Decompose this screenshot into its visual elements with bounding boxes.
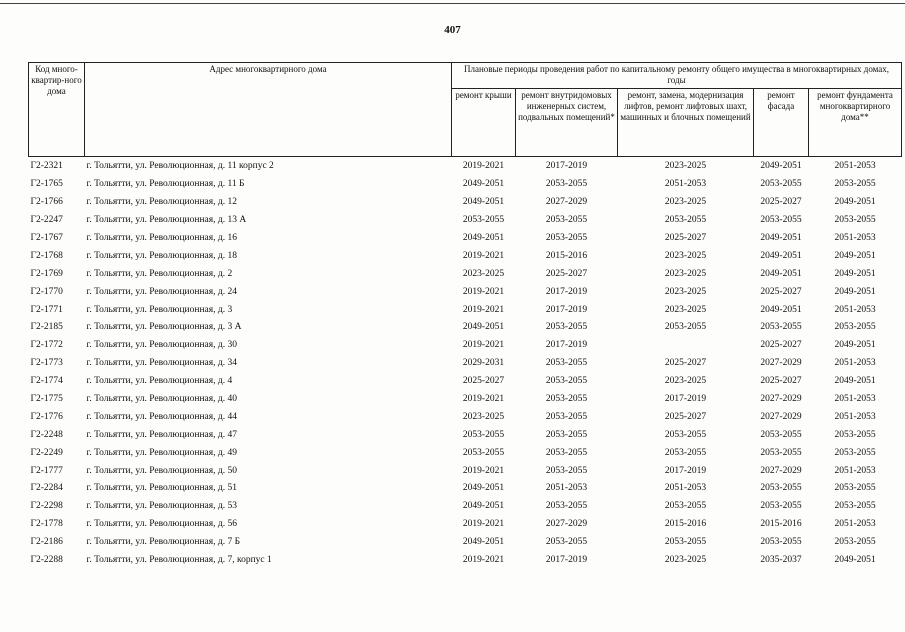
cell-address: г. Тольятти, ул. Революционная, д. 7 Б — [86, 537, 241, 548]
cell-roof: 2049-2051 — [462, 197, 505, 208]
repair-schedule-table — [28, 62, 902, 569]
cell-foundation: 2049-2051 — [834, 250, 876, 261]
cell-lifts — [618, 337, 754, 355]
header-roof: ремонт крыши — [452, 89, 516, 157]
cell-lifts: 2025-2027 — [664, 411, 707, 422]
table-row — [29, 408, 902, 426]
table-row — [29, 355, 902, 373]
cell-foundation: 2049-2051 — [834, 555, 876, 566]
cell-systems: 2053-2055 — [545, 447, 588, 458]
cell-lifts: 2023-2025 — [664, 555, 707, 566]
cell-facade: 2053-2055 — [760, 483, 802, 494]
cell-systems: 2017-2019 — [545, 286, 588, 297]
cell-roof: 2049-2051 — [462, 501, 505, 512]
cell-lifts: 2051-2053 — [664, 483, 707, 494]
cell-foundation: 2053-2055 — [834, 179, 876, 190]
cell-roof: 2019-2021 — [462, 286, 505, 297]
table-row — [29, 319, 902, 337]
cell-foundation: 2051-2053 — [834, 465, 876, 476]
cell-address: г. Тольятти, ул. Революционная, д. 50 — [86, 465, 237, 476]
cell-foundation: 2053-2055 — [834, 322, 876, 333]
cell-address: г. Тольятти, ул. Революционная, д. 34 — [86, 358, 237, 369]
cell-roof: 2049-2051 — [462, 483, 505, 494]
cell-systems: 2053-2055 — [545, 179, 588, 190]
cell-systems: 2053-2055 — [545, 233, 588, 243]
cell-roof: 2049-2051 — [462, 322, 505, 333]
cell-facade: 2049-2051 — [760, 304, 802, 315]
cell-code: Г2-2288 — [30, 555, 63, 566]
cell-roof: 2029-2031 — [462, 358, 505, 369]
cell-lifts: 2023-2025 — [664, 250, 707, 261]
cell-roof: 2049-2051 — [462, 179, 505, 190]
cell-roof: 2049-2051 — [462, 537, 505, 548]
cell-code: Г2-1773 — [30, 358, 63, 369]
cell-foundation: 2049-2051 — [834, 197, 876, 208]
header-foundation: ремонт фундамента многоквартирного дома** — [809, 89, 902, 157]
cell-foundation: 2053-2055 — [834, 501, 876, 512]
cell-facade: 2025-2027 — [760, 376, 802, 387]
cell-systems: 2025-2027 — [545, 268, 588, 279]
cell-lifts: 2053-2055 — [664, 429, 707, 440]
header-lifts: ремонт, замена, модернизация лифтов, ремонт лифтовых шахт, машинных и блочных помещений — [618, 89, 754, 157]
cell-systems: 2027-2029 — [545, 519, 588, 530]
header-address: Адрес многоквартирного дома — [85, 63, 452, 157]
table-row — [29, 194, 902, 212]
cell-facade: 2053-2055 — [760, 215, 802, 226]
cell-roof: 2019-2021 — [462, 304, 505, 315]
cell-code: Г2-2249 — [30, 447, 63, 458]
cell-roof: 2019-2021 — [462, 250, 505, 261]
cell-code: Г2-1767 — [30, 233, 63, 243]
cell-roof: 2019-2021 — [462, 340, 505, 351]
cell-systems: 2017-2019 — [545, 161, 588, 172]
cell-code: Г2-2284 — [30, 483, 63, 494]
cell-address: г. Тольятти, ул. Революционная, д. 16 — [86, 233, 237, 243]
cell-facade: 2035-2037 — [760, 555, 802, 566]
cell-lifts: 2051-2053 — [664, 179, 707, 190]
cell-code: Г2-1769 — [30, 268, 63, 279]
cell-foundation: 2053-2055 — [834, 483, 876, 494]
cell-lifts: 2023-2025 — [664, 197, 707, 208]
cell-facade: 2015-2016 — [760, 519, 802, 530]
top-rule — [0, 3, 905, 4]
cell-code: Г2-2248 — [30, 429, 63, 440]
cell-systems: 2017-2019 — [545, 340, 588, 351]
cell-address: г. Тольятти, ул. Революционная, д. 3 — [86, 304, 233, 315]
cell-foundation: 2053-2055 — [834, 537, 876, 548]
cell-systems: 2027-2029 — [545, 197, 588, 208]
cell-code: Г2-1765 — [30, 179, 63, 190]
cell-foundation: 2049-2051 — [834, 376, 876, 387]
cell-address: г. Тольятти, ул. Революционная, д. 7, корпус 1 — [86, 555, 272, 566]
cell-code: Г2-1770 — [30, 286, 63, 297]
cell-facade: 2053-2055 — [760, 429, 802, 440]
cell-facade: 2053-2055 — [760, 537, 802, 548]
cell-systems: 2017-2019 — [545, 555, 588, 566]
cell-address: г. Тольятти, ул. Революционная, д. 3 А — [86, 322, 242, 333]
cell-facade: 2053-2055 — [760, 179, 802, 190]
cell-lifts: 2053-2055 — [664, 537, 707, 548]
cell-roof: 2053-2055 — [462, 429, 505, 440]
cell-address: г. Тольятти, ул. Революционная, д. 2 — [86, 268, 233, 279]
cell-lifts: 2025-2027 — [664, 233, 707, 243]
cell-roof: 2053-2055 — [462, 215, 505, 226]
cell-facade: 2049-2051 — [760, 233, 802, 243]
cell-facade: 2049-2051 — [760, 268, 802, 279]
header-systems: ремонт внутридомовых инженерных систем, подвальных помещений* — [516, 89, 618, 157]
cell-systems: 2053-2055 — [545, 465, 588, 476]
cell-address: г. Тольятти, ул. Революционная, д. 18 — [86, 250, 237, 261]
cell-code: Г2-2247 — [30, 215, 63, 226]
cell-systems: 2053-2055 — [545, 501, 588, 512]
cell-foundation: 2051-2053 — [834, 394, 876, 405]
cell-address: г. Тольятти, ул. Революционная, д. 11 корпус 2 — [86, 161, 274, 172]
cell-address: г. Тольятти, ул. Революционная, д. 13 А — [86, 215, 247, 226]
cell-roof: 2053-2055 — [462, 447, 505, 458]
cell-lifts: 2053-2055 — [664, 215, 707, 226]
cell-foundation: 2051-2053 — [834, 161, 876, 172]
table-row — [29, 426, 902, 444]
table-row — [29, 283, 902, 301]
cell-systems: 2053-2055 — [545, 394, 588, 405]
cell-code: Г2-1777 — [30, 465, 63, 476]
cell-address: г. Тольятти, ул. Революционная, д. 24 — [86, 286, 237, 297]
cell-roof: 2019-2021 — [462, 555, 505, 566]
cell-facade: 2025-2027 — [760, 197, 802, 208]
table-row — [29, 157, 902, 176]
cell-foundation: 2051-2053 — [834, 304, 876, 315]
cell-roof: 2019-2021 — [462, 519, 505, 530]
cell-roof: 2025-2027 — [462, 376, 505, 387]
cell-systems: 2053-2055 — [545, 411, 588, 422]
cell-systems: 2053-2055 — [545, 215, 588, 226]
table-row — [29, 301, 902, 319]
cell-lifts: 2053-2055 — [664, 501, 707, 512]
cell-code: Г2-1776 — [30, 411, 63, 422]
cell-code: Г2-1771 — [30, 304, 63, 315]
cell-facade: 2025-2027 — [760, 286, 802, 297]
cell-address: г. Тольятти, ул. Революционная, д. 56 — [86, 519, 237, 530]
table-row — [29, 444, 902, 462]
cell-address: г. Тольятти, ул. Революционная, д. 44 — [86, 411, 237, 422]
cell-roof: 2019-2021 — [462, 465, 505, 476]
table-row — [29, 552, 902, 570]
cell-address: г. Тольятти, ул. Революционная, д. 30 — [86, 340, 237, 351]
cell-lifts: 2017-2019 — [664, 465, 707, 476]
cell-facade: 2027-2029 — [760, 465, 802, 476]
cell-code: Г2-1772 — [30, 340, 63, 351]
cell-lifts: 2053-2055 — [664, 447, 707, 458]
table-row — [29, 516, 902, 534]
cell-foundation: 2049-2051 — [834, 286, 876, 297]
cell-foundation: 2051-2053 — [834, 411, 876, 422]
table-row — [29, 265, 902, 283]
cell-facade: 2027-2029 — [760, 394, 802, 405]
cell-address: г. Тольятти, ул. Революционная, д. 51 — [86, 483, 237, 494]
table-row — [29, 176, 902, 194]
cell-code: Г2-2298 — [30, 501, 63, 512]
cell-foundation: 2053-2055 — [834, 215, 876, 226]
cell-roof: 2023-2025 — [462, 411, 505, 422]
cell-lifts: 2025-2027 — [664, 358, 707, 369]
page-number: 407 — [444, 24, 461, 36]
table-row — [29, 498, 902, 516]
cell-foundation: 2053-2055 — [834, 447, 876, 458]
cell-code: Г2-1774 — [30, 376, 63, 387]
cell-systems: 2051-2053 — [545, 483, 588, 494]
table-row — [29, 391, 902, 409]
cell-systems: 2053-2055 — [545, 358, 588, 369]
cell-code: Г2-2185 — [30, 322, 63, 333]
cell-foundation: 2051-2053 — [834, 233, 876, 243]
cell-code: Г2-1768 — [30, 250, 63, 261]
cell-foundation: 2053-2055 — [834, 429, 876, 440]
header-code: Код много-квартир-ного дома — [29, 63, 85, 157]
cell-address: г. Тольятти, ул. Революционная, д. 4 — [86, 376, 233, 387]
table-row — [29, 230, 902, 248]
cell-lifts: 2023-2025 — [664, 161, 707, 172]
cell-code: Г2-2186 — [30, 537, 63, 548]
cell-address: г. Тольятти, ул. Революционная, д. 12 — [86, 197, 237, 208]
table-row — [29, 462, 902, 480]
cell-lifts: 2015-2016 — [664, 519, 707, 530]
cell-lifts: 2053-2055 — [664, 322, 707, 333]
cell-lifts: 2023-2025 — [664, 268, 707, 279]
cell-address: г. Тольятти, ул. Революционная, д. 49 — [86, 447, 237, 458]
cell-facade: 2049-2051 — [760, 161, 802, 172]
cell-facade: 2027-2029 — [760, 358, 802, 369]
cell-foundation: 2049-2051 — [834, 340, 876, 351]
cell-facade: 2027-2029 — [760, 411, 802, 422]
table-row — [29, 534, 902, 552]
cell-facade: 2053-2055 — [760, 447, 802, 458]
cell-code: Г2-2321 — [30, 161, 63, 172]
cell-facade: 2053-2055 — [760, 322, 802, 333]
cell-foundation: 2051-2053 — [834, 358, 876, 369]
header-facade: ремонт фасада — [754, 89, 809, 157]
cell-facade: 2049-2051 — [760, 250, 802, 261]
cell-systems: 2053-2055 — [545, 322, 588, 333]
cell-systems: 2053-2055 — [545, 537, 588, 548]
cell-foundation: 2049-2051 — [834, 268, 876, 279]
cell-foundation: 2051-2053 — [834, 519, 876, 530]
cell-lifts: 2023-2025 — [664, 286, 707, 297]
cell-systems: 2053-2055 — [545, 376, 588, 387]
table-row — [29, 212, 902, 230]
cell-systems: 2017-2019 — [545, 304, 588, 315]
cell-roof: 2049-2051 — [462, 233, 505, 243]
cell-systems: 2015-2016 — [545, 250, 588, 261]
cell-code: Г2-1775 — [30, 394, 63, 405]
cell-systems: 2053-2055 — [545, 429, 588, 440]
cell-facade: 2053-2055 — [760, 501, 802, 512]
table-row — [29, 480, 902, 498]
cell-address: г. Тольятти, ул. Революционная, д. 11 Б — [86, 179, 245, 190]
cell-facade: 2025-2027 — [760, 340, 802, 351]
cell-address: г. Тольятти, ул. Революционная, д. 40 — [86, 394, 237, 405]
cell-roof: 2023-2025 — [462, 268, 505, 279]
cell-code: Г2-1778 — [30, 519, 63, 530]
cell-address: г. Тольятти, ул. Революционная, д. 47 — [86, 429, 237, 440]
cell-roof: 2019-2021 — [462, 161, 505, 172]
table-row — [29, 337, 902, 355]
cell-lifts: 2023-2025 — [664, 304, 707, 315]
cell-code: Г2-1766 — [30, 197, 63, 208]
table-row — [29, 373, 902, 391]
header-periods: Плановые периоды проведения работ по капитальному ремонту общего имущества в многоквартирных домах, годы — [452, 63, 902, 89]
table-row — [29, 247, 902, 265]
cell-lifts: 2017-2019 — [664, 394, 707, 405]
cell-address: г. Тольятти, ул. Революционная, д. 53 — [86, 501, 237, 512]
cell-roof: 2019-2021 — [462, 394, 505, 405]
cell-lifts: 2023-2025 — [664, 376, 707, 387]
